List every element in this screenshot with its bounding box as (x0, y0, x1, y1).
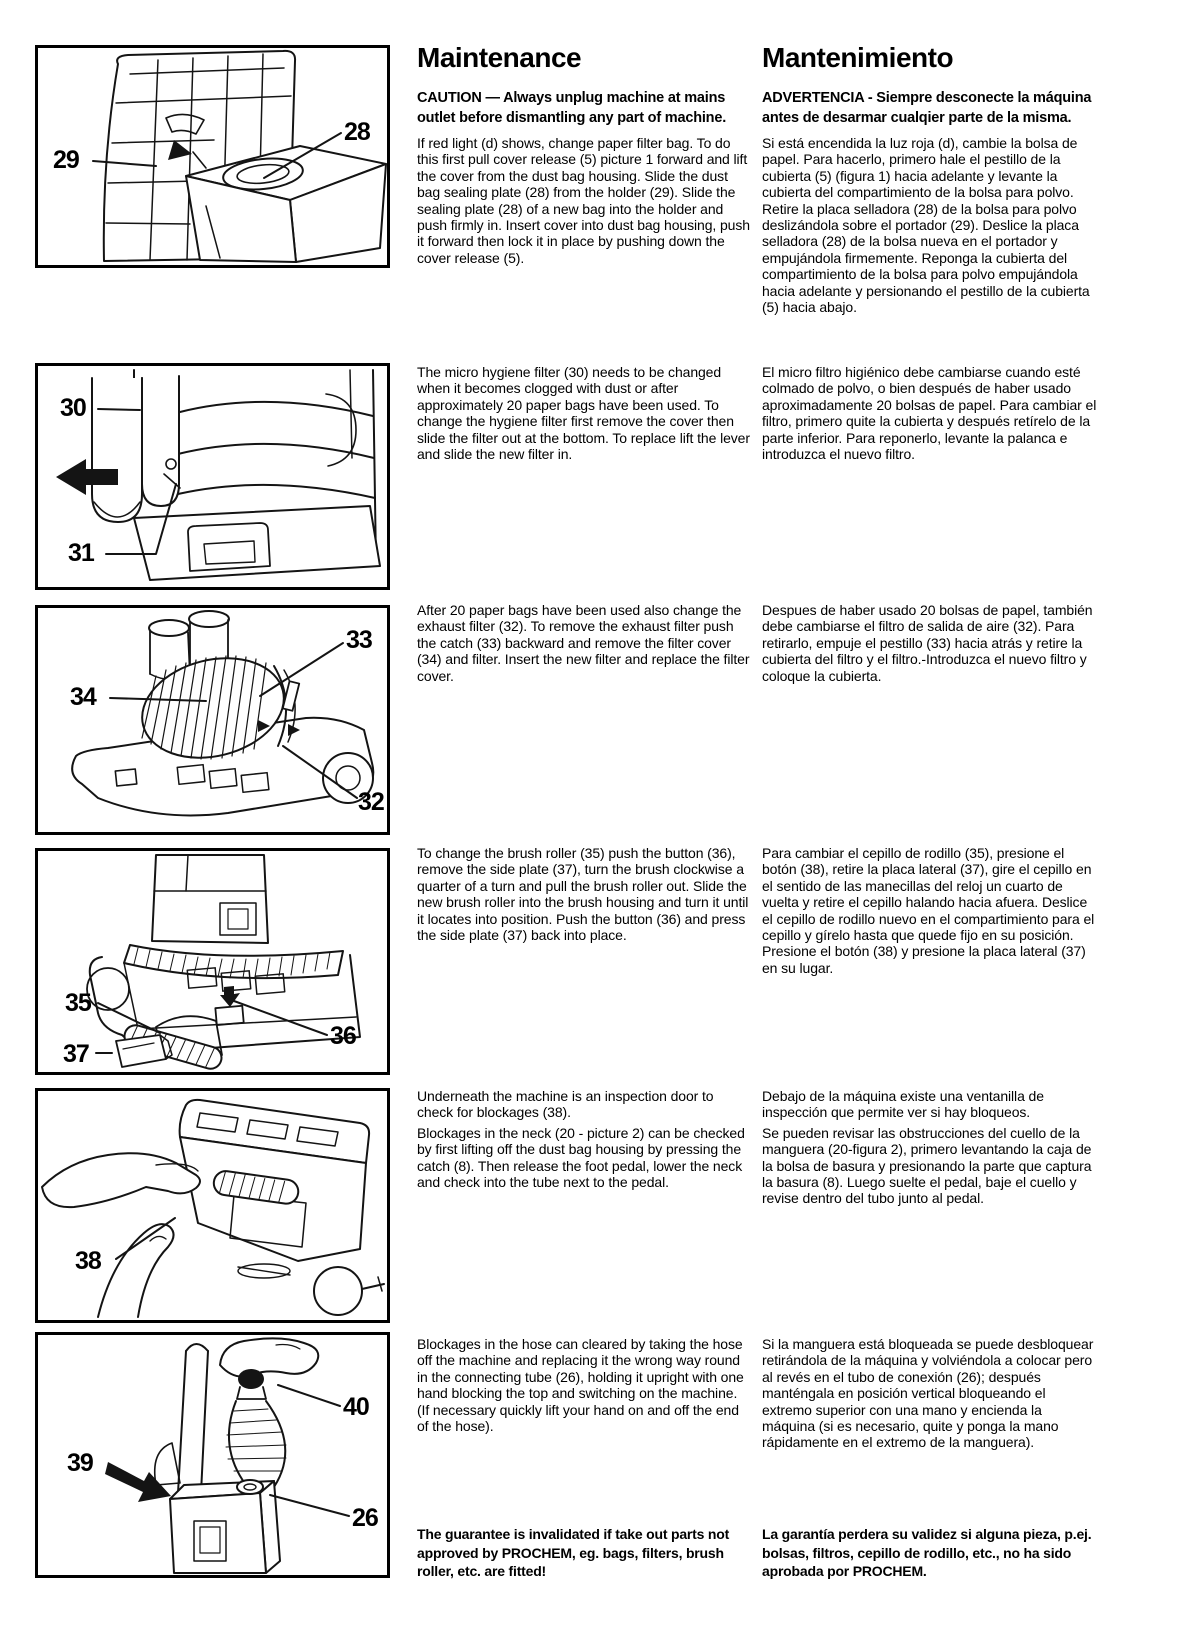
paragraph: Para cambiar el cepillo de rodillo (35), presione el botón (38), retire la placa lateral (37), gire el cepillo en el sentido de las manecillas del reloj un cuarto de vuelta y retire el cepillo halando hacia afuera. Deslice el cepillo de rodillo nuevo en el compartimiento para el cepillo y gírelo hasta que quede fijo en su posición. Presione el botón (38) y presione la placa lateral (37) en su lugar. (762, 845, 1095, 976)
callout-36: 36 (330, 1022, 356, 1050)
callout-33: 33 (346, 626, 372, 654)
callout-37: 37 (63, 1040, 89, 1068)
es-section-brush-roller (762, 845, 1098, 976)
callout-38: 38 (75, 1247, 101, 1275)
en-section-hose-blockage (417, 1336, 753, 1434)
es-section-exhaust-filter (762, 602, 1098, 684)
paragraph: El micro filtro higiénico debe cambiarse cuando esté colmado de polvo, o bien después de haber usado aproximadamente 20 bolsas de papel. Para cambiar el filtro, primero quite la cubierta y después retírelo de la parte inferior. Para reponerlo, levante la palanca e introduzca el nuevo filtro. (762, 364, 1097, 463)
en-title: Maintenance (417, 42, 582, 73)
en-section-dust-bag (417, 135, 753, 266)
exhaust-filter-illustration (38, 608, 387, 832)
en-section-brush-roller (417, 845, 753, 943)
en-guarantee: The guarantee is invalidated if take out parts not approved by PROCHEM, eg. bags, filters, brush roller, etc. are fitted! (417, 1526, 730, 1580)
inspection-door-illustration (38, 1091, 387, 1320)
es-caution: ADVERTENCIA - Siempre desconecte la máquina antes de desarmar cualqier parte de la misma. (762, 90, 1092, 126)
figure-inspection-door (35, 1088, 390, 1323)
paragraph: Blockages in the hose can cleared by taking the hose off the machine and replacing it the wrong way round in the connecting tube (26), holding it upright with one hand blocking the top and switching on the machine. (If necessary quickly lift your hand on and off the end of the hose). (417, 1336, 744, 1435)
callout-30: 30 (60, 394, 86, 422)
en-caution: CAUTION — Always unplug machine at mains outlet before dismantling any part of machine. (417, 90, 727, 126)
es-section-hose-blockage (762, 1336, 1098, 1451)
es-section-inspection-door (762, 1088, 1098, 1207)
paragraph: Underneath the machine is an inspection door to check for blockages (38). (417, 1088, 714, 1121)
callout-26: 26 (352, 1504, 378, 1532)
dust-bag-housing-illustration (38, 48, 387, 265)
paragraph: Debajo de la máquina existe una ventanilla de inspección que permite ver si hay bloqueos. (762, 1088, 1044, 1121)
figure-micro-hygiene-filter (35, 363, 390, 590)
paragraph: Se pueden revisar las obstrucciones del cuello de la manguera (20-figura 2), primero levantando la caja de la bolsa de basura y presionando la parte que captura la basura (8). Luego suelte el pedal, baje el cuello y revise dentro del tubo junto al pedal. (762, 1124, 1092, 1207)
figure-brush-roller (35, 848, 390, 1075)
callout-28: 28 (344, 118, 370, 146)
es-title: Mantenimiento (762, 42, 954, 73)
es-section-dust-bag (762, 135, 1098, 315)
callout-34: 34 (70, 683, 96, 711)
callout-31: 31 (68, 539, 94, 567)
paragraph: To change the brush roller (35) push the button (36), remove the side plate (37), turn the brush clockwise a quarter of a turn and pull the brush roller out. Slide the new brush roller into the brush housing and turn it until it locates into position. Push the button (36) and press the side plate (37) back into place. (417, 845, 749, 944)
es-section-hygiene-filter (762, 364, 1098, 462)
paragraph: After 20 paper bags have been used also change the exhaust filter (32). To remove the exhaust filter push the catch (33) backward and remove the filter cover (34) and filter. Insert the new filter and replace the filter cover. (417, 602, 750, 684)
callout-39: 39 (67, 1449, 93, 1477)
callout-35: 35 (65, 989, 91, 1017)
figure-hose-clearing (35, 1332, 390, 1578)
paragraph: The micro hygiene filter (30) needs to be changed when it becomes clogged with dust or after approximately 20 paper bags have been used. To change the hygiene filter first remove the cover then slide the filter out at the bottom. To replace lift the lever and slide the new filter in. (417, 364, 750, 463)
es-guarantee: La garantía perdera su validez si alguna pieza, p.ej. bolsas, filtros, cepillo de rodillo, etc., no ha sido aprobada por PROCHEM. (762, 1526, 1092, 1580)
paragraph: Si la manguera está bloqueada se puede desbloquear retirándola de la máquina y volviéndola a colocar pero al revés en el tubo de conexión (26); después manténgala en posición vertical bloqueando el extremo superior con una mano y encienda la máquina (si es necesario, quite y ponga la mano rápidamente en el extremo de la manguera). (762, 1336, 1094, 1451)
paragraph: Si está encendida la luz roja (d), cambie la bolsa de papel. Para hacerlo, primero hale el pestillo de la cubierta (5) (figura 1) hacia adelante y levante la cubierta del compartimiento de la bolsa para polvo. Retire la placa selladora (28) de la bolsa para polvo deslizándola sobre el portador (29). Deslice la placa selladora (28) de la bolsa nueva en el portador y empujándola firmemente. Reponga la cubierta del compartimiento de la bolsa para polvo empujándola hacia adelante y persionando el pestillo de la cubierta (5) hacia abajo. (762, 135, 1090, 316)
figure-dust-bag-housing (35, 45, 390, 268)
callout-40: 40 (343, 1393, 369, 1421)
paragraph: Blockages in the neck (20 - picture 2) can be checked by first lifting off the dust bag housing by pressing the catch (8). Then release the foot pedal, lower the neck and check into the tube next to the pedal. (417, 1124, 745, 1191)
paragraph: If red light (d) shows, change paper filter bag. To do this first pull cover release (5) picture 1 forward and lift the cover from the dust bag housing. Slide the dust bag sealing plate (28) from the holder (29). Slide the sealing plate (28) of a new bag into the holder and push firmly in. Insert cover into dust bag housing, push it forward then lock it in place by pushing down the cover release (5). (417, 135, 750, 266)
callout-32: 32 (358, 788, 384, 816)
en-section-hygiene-filter (417, 364, 753, 462)
paragraph: Despues de haber usado 20 bolsas de papel, también debe cambiarse el filtro de salida de aire (32). Para retirarlo, empuje el pestillo (33) hacia atrás y retire la cubierta del filtro y el filtro.-Introduzca el nuevo filtro y coloque la cubierta. (762, 602, 1093, 684)
figure-exhaust-filter (35, 605, 390, 835)
en-section-exhaust-filter (417, 602, 753, 684)
en-section-inspection-door (417, 1088, 753, 1190)
callout-29: 29 (53, 146, 79, 174)
